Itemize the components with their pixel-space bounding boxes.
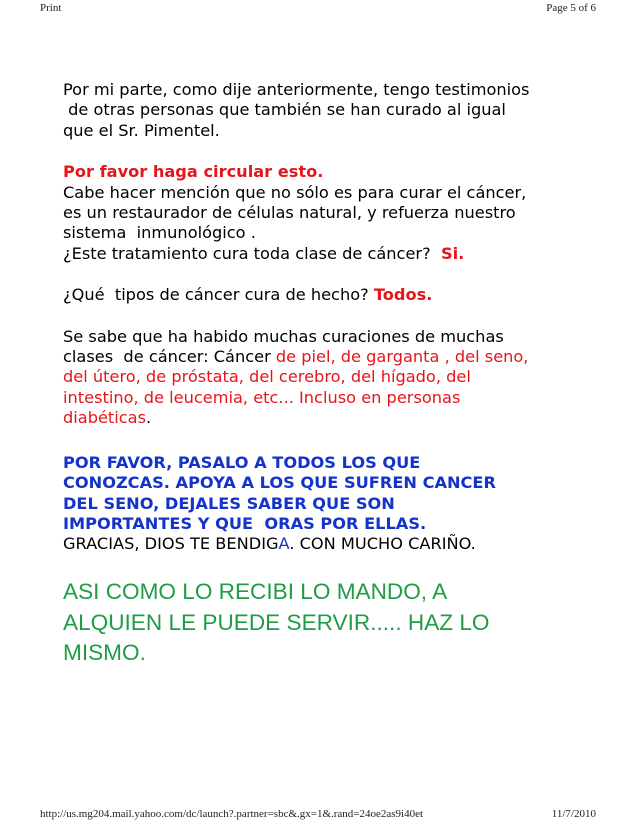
- text-line: Por mi parte, como dije anteriormente, tengo testimonios: [63, 80, 530, 99]
- text-line: [63, 244, 623, 264]
- text-segment: .: [146, 408, 152, 428]
- answer-text: Si.: [440, 243, 465, 263]
- text-line: [63, 534, 623, 554]
- text-line: [63, 285, 623, 305]
- circulate-heading: Por favor haga circular esto.: [63, 162, 324, 182]
- document-body: [63, 80, 623, 669]
- text-line: Cabe hacer mención que no sólo es para curar el cáncer,: [63, 182, 527, 202]
- emphasis-line: IMPORTANTES Y QUE ORAS POR ELLAS.: [63, 513, 427, 533]
- page-number: Page 5 of 6: [546, 2, 596, 14]
- text-line: de otras personas que también se han curado al igual: [63, 100, 506, 120]
- paragraph-pass-it-on: [63, 453, 623, 555]
- text-line: es un restaurador de células natural, y refuerza nuestro: [63, 203, 516, 223]
- highlight-line: intestino, de leucemia, etc... Incluso en personas: [63, 387, 461, 407]
- paragraph-cures: [63, 327, 623, 429]
- emphasis-line: CONOZCAS. APOYA A LOS QUE SUFREN CANCER: [63, 473, 496, 493]
- closing-line: ASI COMO LO RECIBI LO MANDO, A: [63, 578, 448, 604]
- text-line: que el Sr. Pimentel.: [63, 120, 220, 140]
- paragraph-types: [63, 285, 623, 305]
- emphasis-line: DEL SENO, DEJALES SABER QUE SON: [63, 493, 395, 513]
- footer-url: http://us.mg204.mail.yahoo.com/dc/launch?.partner=sbc&.gx=1&.rand=24oe2as9i40et: [40, 808, 424, 820]
- highlight-segment: diabéticas: [63, 408, 147, 428]
- paragraph-testimonials: [63, 80, 623, 141]
- text-segment: GRACIAS, DIOS TE BENDIG: [63, 534, 279, 554]
- text-line: [63, 347, 623, 367]
- highlight-segment: A: [278, 534, 290, 554]
- text-line: [63, 408, 623, 428]
- closing-line: ALQUIEN LE PUEDE SERVIR..... HAZ LO: [63, 609, 490, 635]
- question-text: ¿Este tratamiento cura toda clase de cáncer?: [63, 243, 441, 263]
- answer-text: Todos.: [373, 285, 433, 305]
- text-line: Se sabe que ha habido muchas curaciones de muchas: [63, 326, 504, 346]
- text-line: sistema inmunológico .: [63, 223, 256, 243]
- paragraph-closing: [63, 577, 623, 669]
- text-segment: clases de cáncer: Cáncer: [63, 347, 276, 367]
- emphasis-line: POR FAVOR, PASALO A TODOS LOS QUE: [63, 452, 421, 472]
- text-segment: . CON MUCHO CARIÑO.: [289, 534, 476, 554]
- print-header-title: Print: [40, 2, 62, 14]
- highlight-line: del útero, de próstata, del cerebro, del hígado, del: [63, 367, 471, 387]
- highlight-segment: de piel, de garganta , del seno,: [275, 347, 529, 367]
- paragraph-circulate: [63, 162, 623, 264]
- footer-date: 11/7/2010: [551, 808, 596, 820]
- closing-line: MISMO.: [63, 640, 146, 666]
- question-text: ¿Qué tipos de cáncer cura de hecho?: [63, 285, 374, 305]
